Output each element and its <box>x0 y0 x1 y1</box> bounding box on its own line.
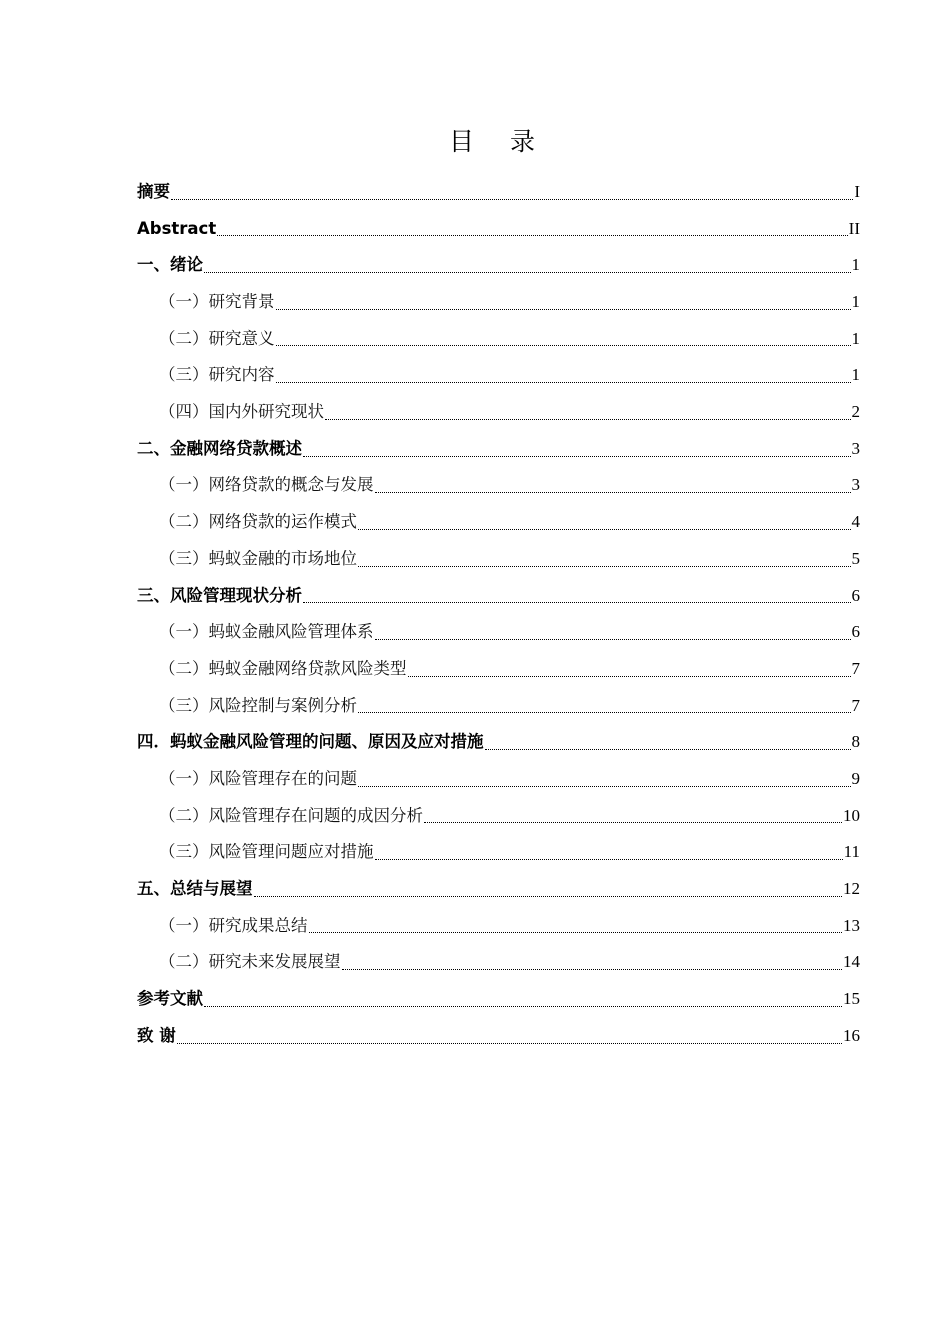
toc-entry-label: 参考文献 <box>137 989 203 1009</box>
toc-page-number: 14 <box>843 952 860 972</box>
toc-entry[interactable] <box>137 871 860 908</box>
toc-page-number: 6 <box>851 585 860 605</box>
toc-dot-leader <box>375 614 851 651</box>
toc-entry-label: （一）研究背景 <box>159 292 275 312</box>
toc-entry[interactable] <box>137 614 860 651</box>
toc-entry-label: 二、金融网络贷款概述 <box>137 438 302 458</box>
toc-dot-leader <box>217 211 847 248</box>
toc-entry[interactable] <box>137 578 860 615</box>
toc-page-number: I <box>854 181 860 201</box>
toc-dot-leader <box>204 981 842 1018</box>
toc-dot-leader <box>171 174 853 211</box>
toc-dot-leader <box>408 651 851 688</box>
toc-entry-label: （一）研究成果总结 <box>159 915 308 935</box>
toc-dot-leader <box>342 944 843 981</box>
toc-entry[interactable] <box>137 211 860 248</box>
toc-dot-leader <box>424 798 842 835</box>
toc-dot-leader <box>177 1018 842 1055</box>
toc-dot-leader <box>375 468 851 505</box>
toc-dot-leader <box>358 761 851 798</box>
toc-entry[interactable] <box>137 284 860 321</box>
toc-page-number: II <box>848 218 860 238</box>
toc-entry[interactable] <box>137 908 860 945</box>
toc-entry[interactable] <box>137 688 860 725</box>
toc-entry[interactable] <box>137 1018 860 1055</box>
toc-page-number: 4 <box>851 512 860 532</box>
toc-entry-label: （四）国内外研究现状 <box>159 402 324 422</box>
toc-entry[interactable] <box>137 468 860 505</box>
toc-entry-label: （二）研究未来发展展望 <box>159 952 341 972</box>
toc-page-number: 10 <box>843 805 860 825</box>
toc-entry[interactable] <box>137 247 860 284</box>
toc-entry[interactable] <box>137 321 860 358</box>
toc-page-number: 7 <box>851 695 860 715</box>
toc-entry-label: 致 谢 <box>137 1025 176 1045</box>
toc-dot-leader <box>358 541 851 578</box>
toc-entry-label: Abstract <box>137 218 217 238</box>
toc-page-number: 8 <box>851 732 860 752</box>
toc-page-number: 3 <box>851 438 860 458</box>
toc-dot-leader <box>325 394 851 431</box>
toc-entry[interactable] <box>137 834 860 871</box>
toc-entry[interactable] <box>137 798 860 835</box>
toc-page-number: 1 <box>851 255 860 275</box>
toc-dot-leader <box>375 834 843 871</box>
toc-dot-leader <box>358 688 851 725</box>
toc-dot-leader <box>303 431 851 468</box>
toc-dot-leader <box>276 284 851 321</box>
toc-entry[interactable] <box>137 357 860 394</box>
toc-entry-label: （二）研究意义 <box>159 328 275 348</box>
toc-entry-label: 摘要 <box>137 181 170 201</box>
toc-entry[interactable] <box>137 981 860 1018</box>
toc-entry-label: （一）风险管理存在的问题 <box>159 768 357 788</box>
table-of-contents <box>137 174 860 1055</box>
toc-entry-label: （一）蚂蚁金融风险管理体系 <box>159 622 374 642</box>
toc-page-number: 5 <box>851 548 860 568</box>
toc-page-number: 9 <box>851 768 860 788</box>
toc-dot-leader <box>276 321 851 358</box>
toc-title: 目 录 <box>449 127 549 156</box>
toc-entry[interactable] <box>137 761 860 798</box>
toc-entry-label: 一、绪论 <box>137 255 203 275</box>
toc-entry-label: 五、总结与展望 <box>137 879 253 899</box>
toc-entry[interactable] <box>137 541 860 578</box>
toc-dot-leader <box>204 247 851 284</box>
toc-entry-label: 三、风险管理现状分析 <box>137 585 302 605</box>
toc-page-number: 2 <box>851 402 860 422</box>
toc-entry[interactable] <box>137 431 860 468</box>
toc-page-number: 3 <box>851 475 860 495</box>
toc-entry-label: 四．蚂蚁金融风险管理的问题、原因及应对措施 <box>137 732 484 752</box>
toc-dot-leader <box>254 871 843 908</box>
toc-entry-label: （二）网络贷款的运作模式 <box>159 512 357 532</box>
toc-entry[interactable] <box>137 394 860 431</box>
toc-page-number: 13 <box>843 915 860 935</box>
toc-dot-leader <box>276 357 851 394</box>
toc-entry[interactable] <box>137 651 860 688</box>
toc-page-number: 6 <box>851 622 860 642</box>
toc-dot-leader <box>485 724 851 761</box>
toc-entry-label: （一）网络贷款的概念与发展 <box>159 475 374 495</box>
toc-page-number: 7 <box>851 658 860 678</box>
toc-entry-label: （三）蚂蚁金融的市场地位 <box>159 548 357 568</box>
toc-entry[interactable] <box>137 504 860 541</box>
toc-entry-label: （三）研究内容 <box>159 365 275 385</box>
toc-page-number: 1 <box>851 292 860 312</box>
toc-page-number: 11 <box>843 842 860 862</box>
toc-page-number: 15 <box>843 989 860 1009</box>
toc-entry[interactable] <box>137 724 860 761</box>
toc-page-number: 1 <box>851 328 860 348</box>
toc-dot-leader <box>358 504 851 541</box>
toc-entry[interactable] <box>137 944 860 981</box>
toc-entry-label: （二）蚂蚁金融网络贷款风险类型 <box>159 658 407 678</box>
toc-entry-label: （三）风险管理问题应对措施 <box>159 842 374 862</box>
toc-entry[interactable] <box>137 174 860 211</box>
toc-page-number: 1 <box>851 365 860 385</box>
toc-dot-leader <box>309 908 843 945</box>
toc-page-number: 12 <box>843 879 860 899</box>
toc-dot-leader <box>303 578 851 615</box>
toc-page-number: 16 <box>843 1025 860 1045</box>
toc-entry-label: （二）风险管理存在问题的成因分析 <box>159 805 423 825</box>
toc-entry-label: （三）风险控制与案例分析 <box>159 695 357 715</box>
